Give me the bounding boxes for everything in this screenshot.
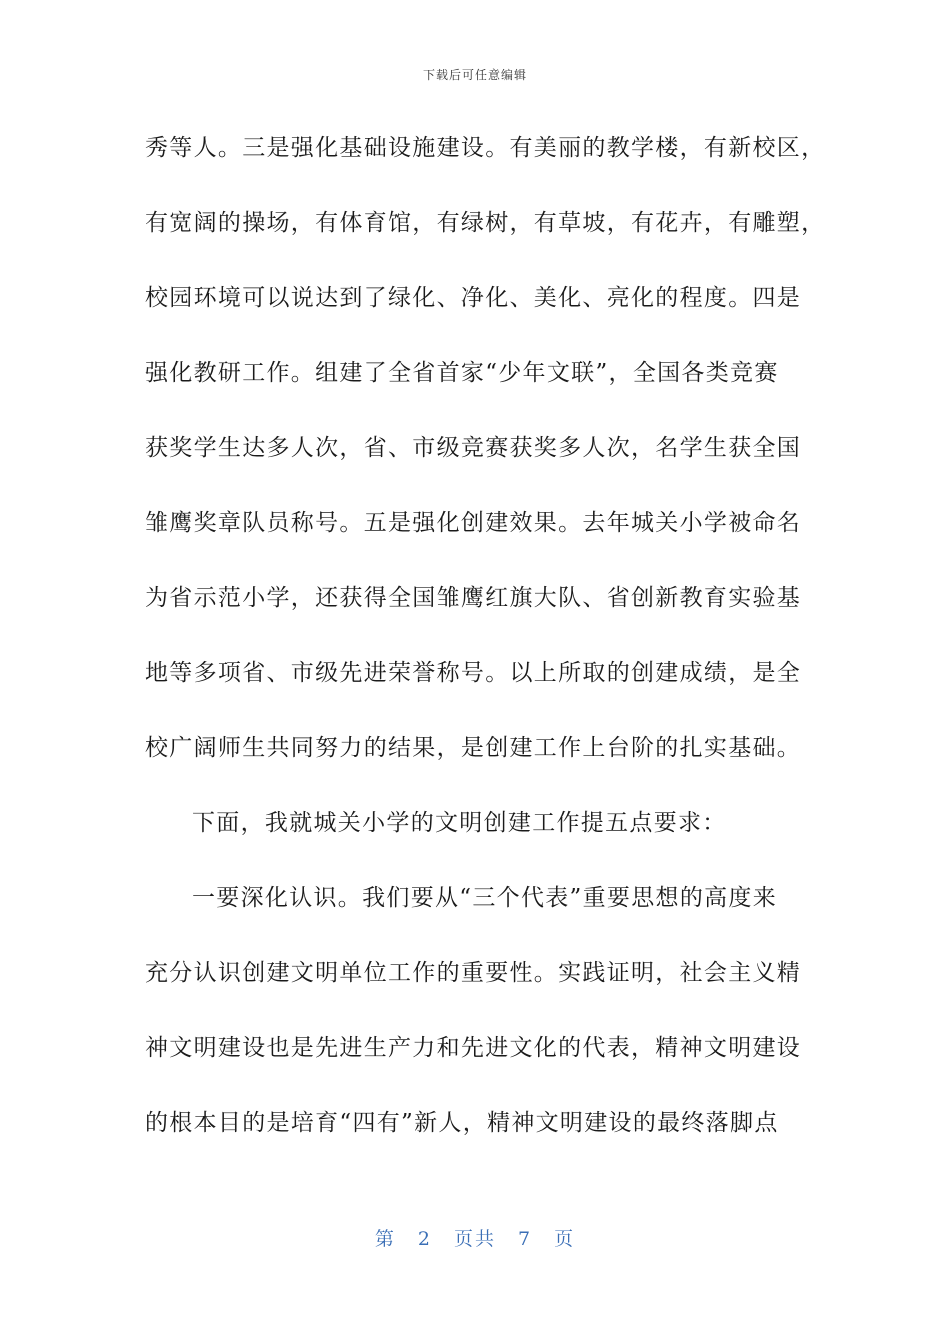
paragraph-line: 充分认识创建文明单位工作的重要性。实践证明，社会主义精 xyxy=(145,960,802,986)
paragraph-line: 秀等人。三是强化基础设施建设。有美丽的教学楼，有新校区， xyxy=(145,135,826,161)
header-note: 下载后可任意编辑 xyxy=(422,68,527,82)
paragraph-line: 地等多项省、市级先进荣誉称号。以上所取的创建成绩，是全 xyxy=(145,660,802,686)
paragraph-line: 下面，我就城关小学的文明创建工作提五点要求： xyxy=(192,810,727,836)
paragraph-line: 雏鹰奖章队员称号。五是强化创建效果。去年城关小学被命名 xyxy=(145,510,802,536)
paragraph-line: 的根本目的是培育“四有”新人，精神文明建设的最终落脚点 xyxy=(145,1110,779,1136)
paragraph-line: 获奖学生达多人次，省、市级竞赛获奖多人次，名学生获全国 xyxy=(145,435,802,461)
paragraph-line: 强化教研工作。组建了全省首家“少年文联”，全国各类竞赛 xyxy=(145,360,779,386)
page-number: 2 xyxy=(417,1228,432,1250)
paragraph-line: 神文明建设也是先进生产力和先进文化的代表，精神文明建设 xyxy=(145,1035,802,1061)
page-suffix: 页 xyxy=(554,1228,576,1250)
page-prefix: 第 xyxy=(374,1228,396,1250)
page-footer xyxy=(0,1224,950,1251)
document-body xyxy=(145,122,826,1172)
page-middle: 页共 xyxy=(453,1228,496,1250)
paragraph-line: 校广阔师生共同努力的结果，是创建工作上台阶的扎实基础。 xyxy=(145,735,802,761)
paragraph-line: 校园环境可以说达到了绿化、净化、美化、亮化的程度。四是 xyxy=(145,285,802,311)
paragraph-line: 有宽阔的操场，有体育馆，有绿树，有草坡，有花卉，有雕塑， xyxy=(145,210,826,236)
paragraph-line: 一要深化认识。我们要从“三个代表”重要思想的高度来 xyxy=(192,885,778,911)
total-pages: 7 xyxy=(518,1228,533,1250)
paragraph-line: 为省示范小学，还获得全国雏鹰红旗大队、省创新教育实验基 xyxy=(145,585,802,611)
